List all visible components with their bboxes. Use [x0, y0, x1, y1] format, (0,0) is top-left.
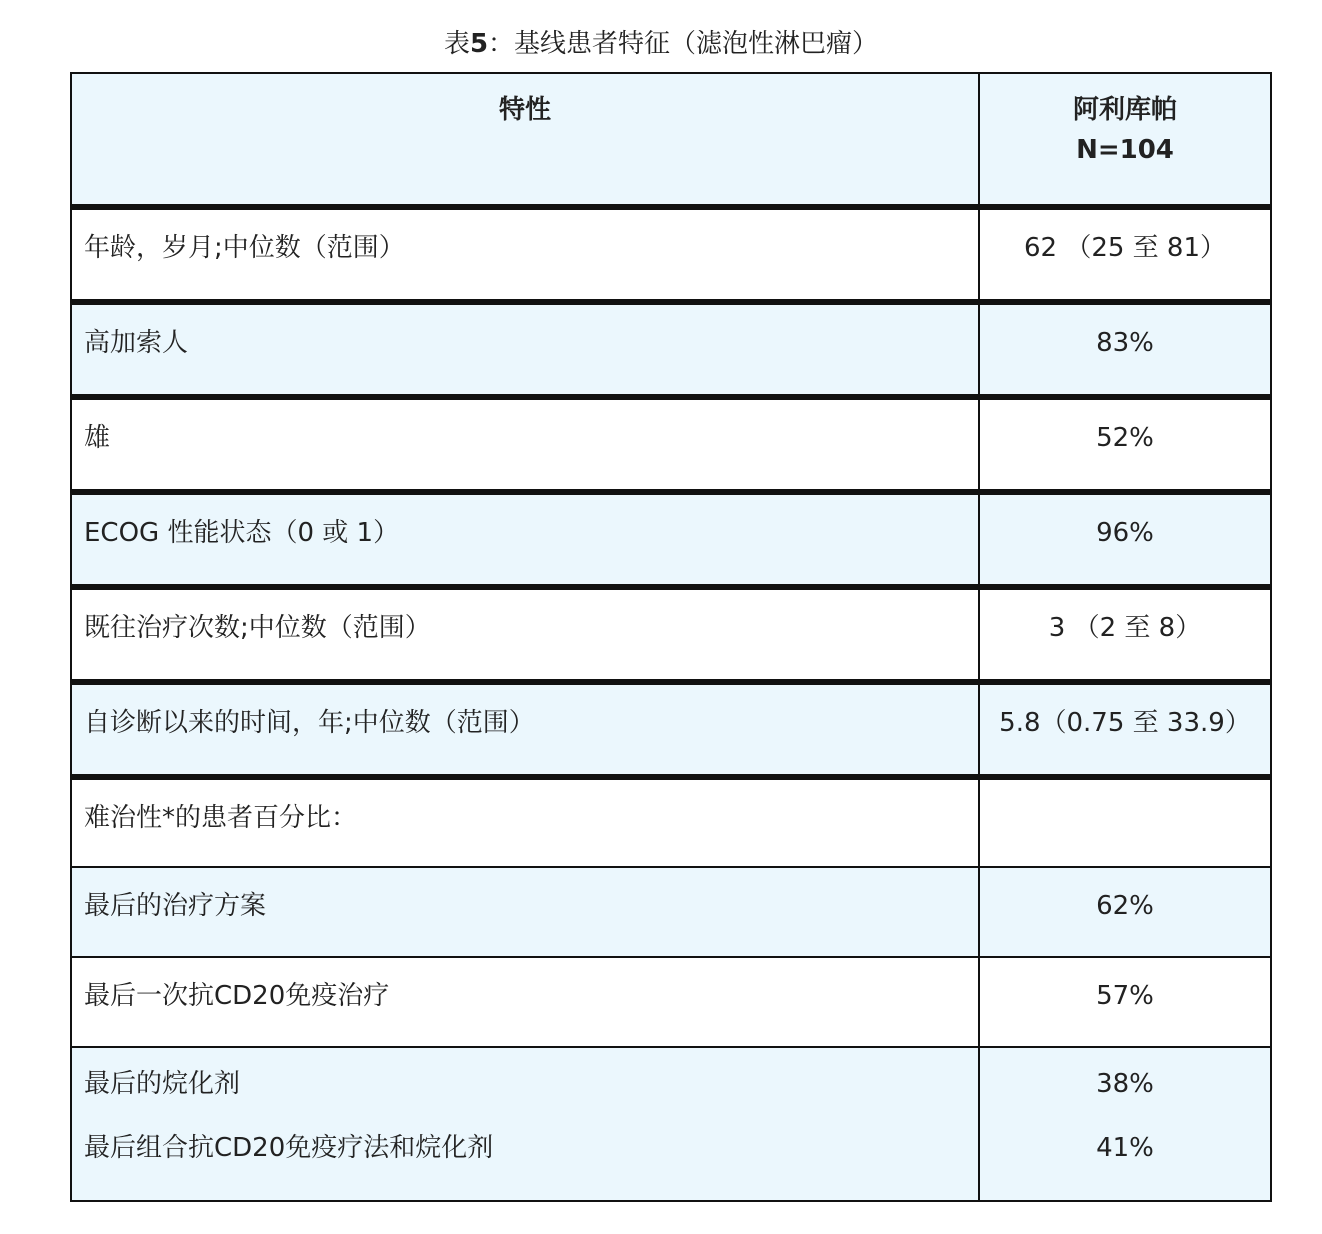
- caption-prefix: 表: [443, 29, 470, 59]
- row-label: 难治性*的患者百分比：: [71, 777, 979, 867]
- header-characteristic: 特性: [71, 73, 979, 207]
- row-value: 62 （25 至 81）: [979, 207, 1271, 302]
- row-label: 最后组合抗CD20免疫疗法和烷化剂: [84, 1133, 494, 1163]
- row-label: 最后一次抗CD20免疫治疗: [71, 957, 979, 1047]
- table-row: [71, 492, 1271, 587]
- header-n: N=104: [1076, 135, 1174, 165]
- table-caption: [0, 26, 1322, 62]
- row-label: 雄: [71, 397, 979, 492]
- header-drug-name: 阿利库帕: [1072, 95, 1177, 125]
- row-value: 41%: [1096, 1133, 1154, 1163]
- row-value: 5.8（0.75 至 33.9）: [979, 682, 1271, 777]
- row-value: 57%: [979, 957, 1271, 1047]
- table-row: [71, 207, 1271, 302]
- row-label-group: [71, 1047, 979, 1201]
- row-value: 62%: [979, 867, 1271, 957]
- table-row: [71, 777, 1271, 867]
- table-row: [71, 957, 1271, 1047]
- header-drug: [979, 73, 1271, 207]
- row-value: 52%: [979, 397, 1271, 492]
- caption-text: ：基线患者特征（滤泡性淋巴瘤）: [488, 29, 879, 59]
- baseline-characteristics-table: [70, 72, 1272, 1202]
- table-row: [71, 1047, 1271, 1201]
- table-row: [71, 397, 1271, 492]
- row-label: ECOG 性能状态（0 或 1）: [71, 492, 979, 587]
- row-value: 38%: [1096, 1069, 1154, 1099]
- row-value: [979, 777, 1271, 867]
- row-label: 最后的治疗方案: [71, 867, 979, 957]
- row-label: 高加索人: [71, 302, 979, 397]
- row-value: 96%: [979, 492, 1271, 587]
- row-label: 年龄，岁月;中位数（范围）: [71, 207, 979, 302]
- table-row: [71, 587, 1271, 682]
- table-header-row: [71, 73, 1271, 207]
- row-label: 既往治疗次数;中位数（范围）: [71, 587, 979, 682]
- row-label: 最后的烷化剂: [84, 1069, 241, 1099]
- row-value: 83%: [979, 302, 1271, 397]
- table-row: [71, 302, 1271, 397]
- table-row: [71, 682, 1271, 777]
- caption-number: 5: [469, 29, 489, 59]
- table-row: [71, 867, 1271, 957]
- row-value: 3 （2 至 8）: [979, 587, 1271, 682]
- row-label: 自诊断以来的时间，年;中位数（范围）: [71, 682, 979, 777]
- row-value-group: [979, 1047, 1271, 1201]
